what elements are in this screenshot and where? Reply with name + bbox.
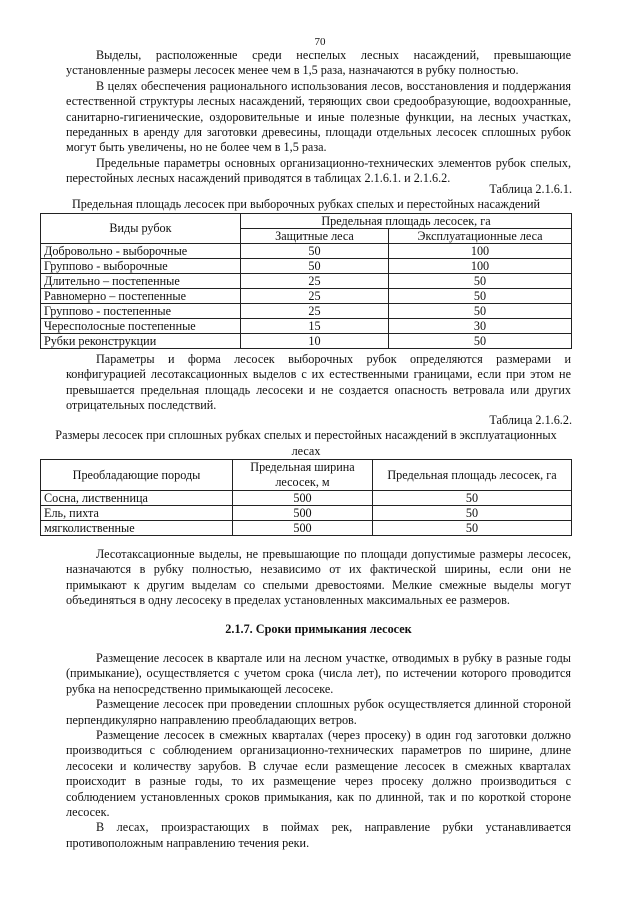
section-heading-block — [66, 622, 571, 637]
column-header: Предельная площадь лесосек, га — [241, 213, 572, 228]
table-cell: 50 — [241, 243, 389, 258]
table-2-1-6-2 — [40, 413, 572, 536]
table-title: Предельная площадь лесосек при выборочных рубках спелых и перестойных насаждений — [71, 197, 541, 212]
table-number: Таблица 2.1.6.1. — [489, 182, 572, 196]
intro-text — [66, 48, 571, 187]
table-cell: Ель, пихта — [41, 506, 233, 521]
table-cell: Группово - постепенные — [41, 303, 241, 318]
table-2-1-6-1 — [40, 182, 572, 349]
table-cell: 30 — [389, 318, 572, 333]
table-cell: мягколиственные — [41, 521, 233, 536]
table-cell: 500 — [233, 521, 373, 536]
table-row — [41, 318, 572, 333]
table-cell: 50 — [389, 303, 572, 318]
table-row — [41, 521, 572, 536]
table-header-row — [41, 460, 572, 491]
column-header: Защитные леса — [241, 228, 389, 243]
table-cell: 10 — [241, 333, 389, 348]
table-cell: 25 — [241, 303, 389, 318]
table-row — [41, 273, 572, 288]
table-cell: Рубки реконструкции — [41, 333, 241, 348]
table-cell: Сосна, лиственница — [41, 491, 233, 506]
paragraph: Лесотаксационные выделы, не превышающие по площади допустимые размеры лесосек, назначаются в рубку полностью, независимо от их фактической ширины, если они не примыкают к другим выделам со спелыми древостоями. Мелкие смежные выделы могут объединяться в одну лесосеку в пределах установленных максимальных ее размеров. — [66, 547, 571, 608]
paragraph: В целях обеспечения рационального использования лесов, восстановления и поддержания естественной структуры лесных насаждений, теряющих свои средообразующие, водоохранные, санитарно-гигиенические, оздоровительные и иные полезные функции, на лесных участках, переданных в аренду для заготовки древесины, площади отдельных лесосек сплошных рубок могут быть увеличены, но не более чем в 1,5 раза. — [66, 78, 571, 155]
text-after-table — [66, 547, 571, 609]
table-number: Таблица 2.1.6.2. — [489, 413, 572, 427]
table-title: Размеры лесосек при сплошных рубках спелых и перестойных насаждений в эксплуатационных лесах — [55, 428, 557, 458]
table-cell: 50 — [373, 521, 572, 536]
page-number: 70 — [314, 36, 326, 48]
table-cell: 25 — [241, 288, 389, 303]
section-heading: 2.1.7. Сроки примыкания лесосек — [225, 622, 412, 636]
middle-text — [66, 352, 571, 414]
table-row — [41, 243, 572, 258]
column-header: Преобладающие породы — [41, 460, 233, 491]
paragraph: Параметры и форма лесосек выборочных рубок определяются размерами и конфигурацией лесотаксационных выделов с их естественными границами, если при этом не превышается предельная площадь лесосеки и не создается опасность ветровала или других отрицательных последствий. — [66, 352, 571, 413]
table-row — [41, 333, 572, 348]
table — [40, 213, 572, 349]
paragraph: В лесах, произрастающих в поймах рек, направление рубки устанавливается противоположным направлению течения реки. — [66, 820, 571, 850]
table-cell: Чересполосные постепенные — [41, 318, 241, 333]
table-cell: Группово - выборочные — [41, 258, 241, 273]
column-header: Виды рубок — [41, 213, 241, 243]
table-cell: Длительно – постепенные — [41, 273, 241, 288]
table-cell: 500 — [233, 491, 373, 506]
table-row — [41, 303, 572, 318]
paragraph: Размещение лесосек в квартале или на лесном участке, отводимых в рубку в разные годы (примыкание), осуществляется с учетом срока (числа лет), по истечении которого проводится рубка на непосредственно примыкающей лесосеке. — [66, 651, 571, 696]
table-row — [41, 506, 572, 521]
table — [40, 459, 572, 536]
table-cell: 100 — [389, 258, 572, 273]
table-cell: 50 — [389, 333, 572, 348]
paragraph: Предельные параметры основных организационно-технических элементов рубок спелых, перестойных лесных насаждений приводятся в таблицах 2.1.6.1. и 2.1.6.2. — [66, 155, 571, 186]
table-cell: 50 — [241, 258, 389, 273]
table-cell: 50 — [389, 288, 572, 303]
section-text — [66, 651, 571, 851]
table-cell: Добровольно - выборочные — [41, 243, 241, 258]
table-cell: 500 — [233, 506, 373, 521]
table-cell: 50 — [389, 273, 572, 288]
table-row — [41, 491, 572, 506]
table-cell: 50 — [373, 491, 572, 506]
paragraph: Размещение лесосек при проведении сплошных рубок осуществляется длинной стороной перпендикулярно направлению преобладающих ветров. — [66, 697, 571, 727]
table-cell: Равномерно – постепенные — [41, 288, 241, 303]
paragraph: Выделы, расположенные среди неспелых лесных насаждений, превышающие установленные размеры лесосек менее чем в 1,5 раза, назначаются в рубку полностью. — [66, 48, 571, 78]
paragraph: Размещение лесосек в смежных кварталах (через просеку) в один год заготовки должно производиться с соблюдением организационно-технических параметров по ширине, длине лесосеки и количеству зарубов. В случае если размещение лесосек в смежных кварталах происходит в разные годы, то их размещение через просеку должно производиться с соблюдением установленных сроков примыкания, как по длинной, так и по короткой стороне лесосек. — [66, 728, 571, 820]
table-header-row — [41, 213, 572, 228]
table-row — [41, 258, 572, 273]
column-header: Предельная площадь лесосек, га — [373, 460, 572, 491]
table-cell: 100 — [389, 243, 572, 258]
column-header: Эксплуатационные леса — [389, 228, 572, 243]
table-cell: 25 — [241, 273, 389, 288]
table-cell: 15 — [241, 318, 389, 333]
table-row — [41, 288, 572, 303]
table-cell: 50 — [373, 506, 572, 521]
column-header: Предельная ширина лесосек, м — [233, 460, 373, 491]
